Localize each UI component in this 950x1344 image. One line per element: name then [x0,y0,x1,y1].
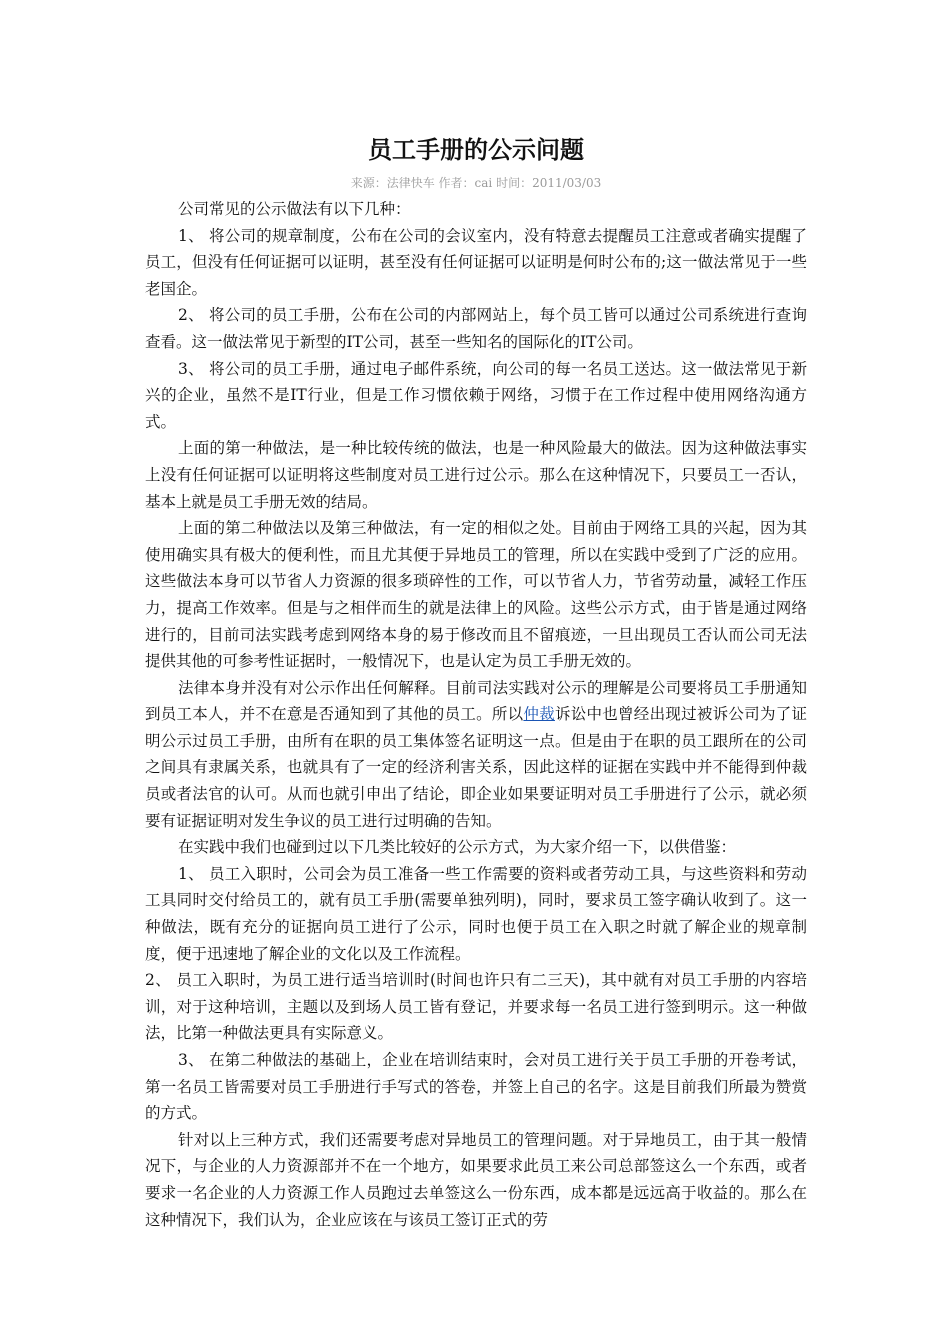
arbitration-link[interactable]: 仲裁 [523,705,555,724]
law-text-part-b: 诉讼中也曾经出现过被诉公司为了证明公示过员工手册，由所有在职的员工集体签名证明这一点。但是由于在职的员工跟所在的公司之间具有隶属关系，也就具有了一定的经济利害关系，因此这样的证据在实践中并不能得到仲裁员或者法官的认可。从而也就引申出了结论，即企业如果要证明对员工手册进行了公示，就必须要有证据证明对发生争议的员工进行过明确的告知。 [145,705,807,830]
paragraph-method-2: 2、 将公司的员工手册，公布在公司的内部网站上，每个员工皆可以通过公司系统进行查询查看。这一做法常见于新型的IT公司，甚至一些知名的国际化的IT公司。 [145,306,807,351]
document-title: 员工手册的公示问题 [368,136,584,164]
paragraph-method-3: 3、 将公司的员工手册，通过电子邮件系统，向公司的每一名员工送达。这一做法常见于新兴的企业，虽然不是IT行业，但是工作习惯依赖于网络，习惯于在工作过程中使用网络沟通方式。 [145,359,807,431]
paragraph-law-interpretation [145,675,807,835]
document-meta: 来源：法律快车 作者：cai 时间：2011/03/03 [350,176,602,190]
paragraph-practice-2: 2、 员工入职时，为员工进行适当培训时(时间也许只有二三天)，其中就有对员工手册的内容培训，对于这种培训，主题以及到场人员工皆有登记，并要求每一名员工进行签到明示。这一种做法，比第一种做法更具有实际意义。 [145,971,807,1043]
document-body [145,196,807,1233]
paragraph-method-1: 1、 将公司的规章制度，公布在公司的会议室内，没有特意去提醒员工注意或者确实提醒了员工，但没有任何证据可以证明，甚至没有任何证据可以证明是何时公布的;这一做法常见于一些老国企。 [145,226,807,298]
paragraph-practice-1: 1、 员工入职时，公司会为员工准备一些工作需要的资料或者劳动工具，与这些资料和劳动工具同时交付给员工的，就有员工手册(需要单独列明)，同时，要求员工签字确认收到了。这一种做法，既有充分的证据向员工进行了公示，同时也便于员工在入职之时就了解企业的规章制度，便于迅速地了解企业的文化以及工作流程。 [145,864,807,963]
paragraph-intro: 公司常见的公示做法有以下几种： [178,200,411,218]
document-page [145,130,807,1233]
paragraph-practice-3: 3、 在第二种做法的基础上，企业在培训结束时，会对员工进行关于员工手册的开卷考试，第一名员工皆需要对员工手册进行手写式的答卷，并签上自己的名字。这是目前我们所最为赞赏的方式。 [145,1051,807,1123]
paragraph-remote-employees: 针对以上三种方式，我们还需要考虑对异地员工的管理问题。对于异地员工，由于其一般情况下，与企业的人力资源部并不在一个地方，如果要求此员工来公司总部签这么一个东西，或者要求一名企业的人力资源工作人员跑过去单签这么一份东西，成本都是远远高于收益的。那么在这种情况下，我们认为，企业应该在与该员工签订正式的劳 [145,1130,807,1229]
law-text-part-a: 法律本身并没有对公示作出任何解释。目前司法实践对公示的理解是公司要将员工手册通知到员工本人，并不在意是否通知到了其他的员工。所以 [145,678,807,724]
paragraph-practice-intro: 在实践中我们也碰到过以下几类比较好的公示方式，为大家介绍一下，以供借鉴： [178,838,737,857]
paragraph-first-method-analysis: 上面的第一种做法，是一种比较传统的做法，也是一种风险最大的做法。因为这种做法事实上没有任何证据可以证明将这些制度对员工进行过公示。那么在这种情况下，只要员工一否认，基本上就是员工手册无效的结局。 [145,439,807,511]
paragraph-second-method-analysis: 上面的第二种做法以及第三种做法，有一定的相似之处。目前由于网络工具的兴起，因为其使用确实具有极大的便利性，而且尤其便于异地员工的管理，所以在实践中受到了广泛的应用。这些做法本身可以节省人力资源的很多琐碎性的工作，可以节省人力，节省劳动量，减轻工作压力，提高工作效率。但是与之相伴而生的就是法律上的风险。这些公示方式，由于皆是通过网络进行的，目前司法实践考虑到网络本身的易于修改而且不留痕迹，一旦出现员工否认而公司无法提供其他的可参考性证据时，一般情况下，也是认定为员工手册无效的。 [145,519,807,671]
